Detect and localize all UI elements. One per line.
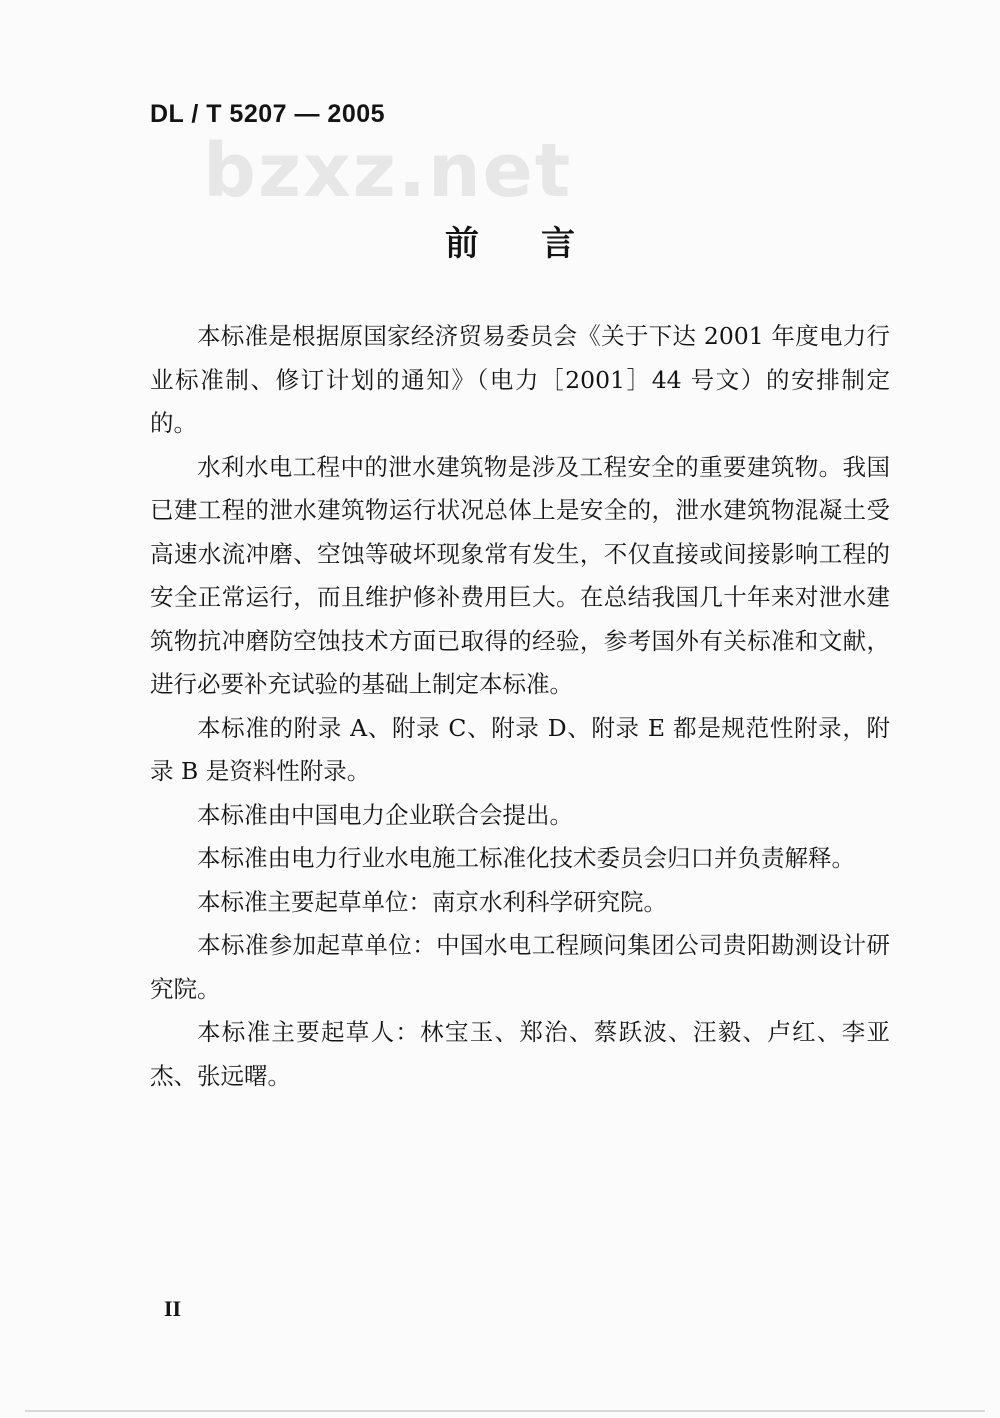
paragraph: 本标准由电力行业水电施工标准化技术委员会归口并负责解释。 — [197, 844, 855, 872]
paragraph: 本标准由中国电力企业联合会提出。 — [197, 800, 573, 829]
title-part-1: 前 — [445, 224, 479, 264]
bottom-divider — [25, 1410, 985, 1412]
title-part-2: 言 — [541, 224, 575, 264]
paragraph: 本标准主要起草人：林宝玉、郑治、蔡跃波、汪毅、卢红、李亚杰、张远曙。 — [150, 1018, 890, 1090]
standard-number: DL / T 5207 — 2005 — [150, 100, 386, 128]
page-number: II — [164, 1296, 182, 1321]
foreword-body — [150, 315, 890, 1098]
paragraph: 本标准参加起草单位：中国水电工程顾问集团公司贵阳勘测设计研究院。 — [150, 931, 890, 1003]
page-title — [445, 216, 575, 265]
paragraph: 水利水电工程中的泄水建筑物是涉及工程安全的重要建筑物。我国已建工程的泄水建筑物运行状况总体上是安全的，泄水建筑物混凝土受高速水流冲磨、空蚀等破坏现象常有发生，不仅直接或间接影响工程的安全正常运行，而且维护修补费用巨大。在总结我国几十年来对泄水建筑物抗冲磨防空蚀技术方面已取得的经验，参考国外有关标准和文献，进行必要补充试验的基础上制定本标准。 — [150, 452, 890, 698]
paragraph: 本标准主要起草单位：南京水利科学研究院。 — [197, 887, 667, 916]
paragraph: 本标准是根据原国家经济贸易委员会《关于下达 2001 年度电力行业标准制、修订计划的通知》（电力［2001］44 号文）的安排制定的。 — [150, 322, 890, 437]
watermark: bzxz.net — [203, 128, 573, 214]
paragraph: 本标准的附录 A、附录 C、附录 D、附录 E 都是规范性附录，附录 B 是资料性附录。 — [150, 713, 890, 785]
